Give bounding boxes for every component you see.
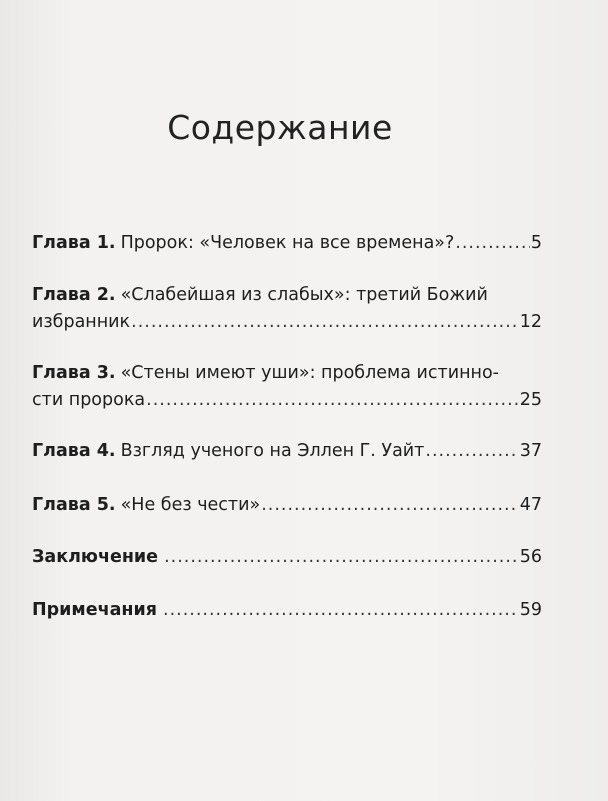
toc-entry-title: Взгляд ученого на Эллен Г. Уайт <box>120 441 425 461</box>
toc-entry-title-continued: избранник <box>32 312 131 332</box>
toc-entry-label: Примечания <box>32 600 158 620</box>
toc-entry-label: Заключение <box>32 547 159 567</box>
leader-dots <box>455 230 530 257</box>
toc-entry-chapter-3[interactable] <box>32 360 542 414</box>
toc-entry-title: «Стены имеют уши»: проблема истинно- <box>120 363 499 383</box>
toc-entry-label: Глава 3. <box>32 363 116 383</box>
leader-dots <box>261 492 519 519</box>
toc-entry-label: Глава 4. <box>32 441 116 461</box>
toc-entry-label: Глава 5. <box>32 495 116 515</box>
toc-entry-page: 47 <box>519 495 542 515</box>
toc-entry-page: 37 <box>519 441 542 461</box>
leader-dots <box>146 387 519 414</box>
toc-entry-chapter-2[interactable] <box>32 282 542 336</box>
toc-entry-title: Пророк: «Человек на все времена»? <box>120 233 455 253</box>
toc-entry-title: «Слабейшая из слабых»: третий Божий <box>120 285 488 305</box>
page-title: Содержание <box>167 108 393 147</box>
toc-entry-chapter-4[interactable] <box>32 438 542 465</box>
toc-entry-page: 59 <box>519 600 542 620</box>
leader-dots <box>131 309 519 336</box>
leader-dots <box>164 544 519 571</box>
toc-entry-title-continued: сти пророка <box>32 390 146 410</box>
toc-entry-label: Глава 2. <box>32 285 116 305</box>
toc-entry-label: Глава 1. <box>32 233 116 253</box>
toc-entry-chapter-1[interactable] <box>32 230 542 257</box>
toc-entry-notes[interactable] <box>32 597 542 624</box>
toc-entry-page: 12 <box>519 312 542 332</box>
toc-entry-chapter-5[interactable] <box>32 492 542 519</box>
toc-entry-page: 5 <box>530 233 542 253</box>
toc-entry-title: «Не без чести» <box>120 495 261 515</box>
leader-dots <box>163 597 519 624</box>
toc-entry-page: 25 <box>519 390 542 410</box>
leader-dots <box>425 438 518 465</box>
toc-entry-page: 56 <box>519 547 542 567</box>
bleed-through-shadow <box>395 150 595 230</box>
toc-entry-conclusion[interactable] <box>32 544 542 571</box>
